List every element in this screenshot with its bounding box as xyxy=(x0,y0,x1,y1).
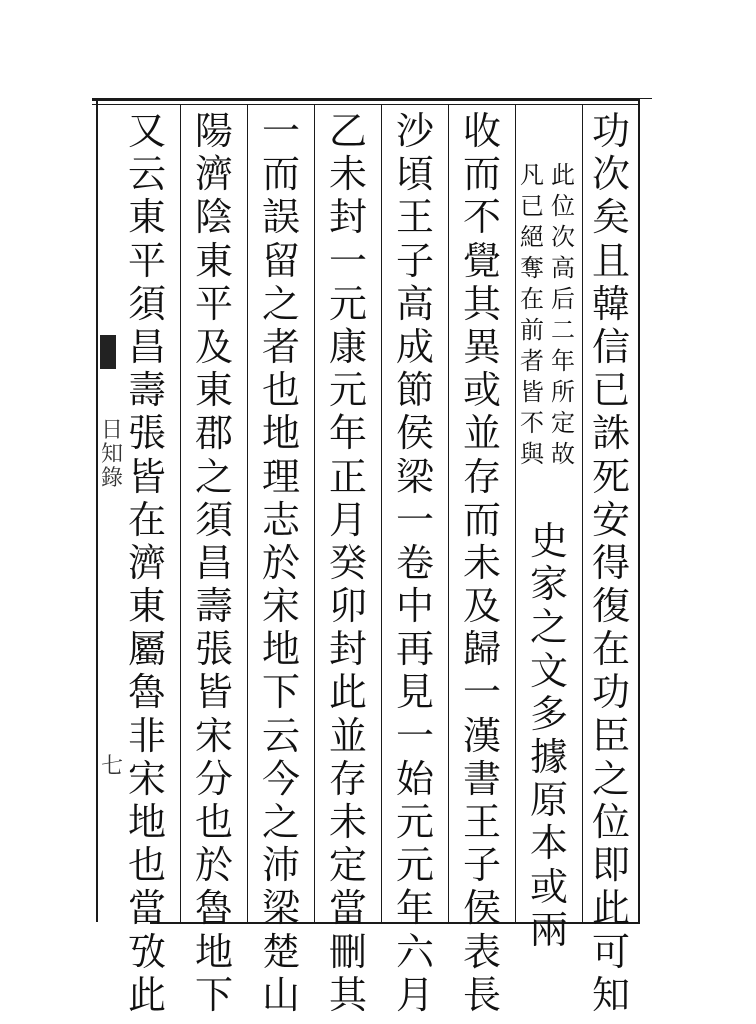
text-character: 宋 xyxy=(127,756,166,801)
text-character: 元 xyxy=(395,843,434,888)
text-character: 濟 xyxy=(127,540,166,585)
annotation-character: 凡 xyxy=(520,161,544,189)
text-character: 得 xyxy=(591,540,630,585)
text-character: 信 xyxy=(591,324,630,369)
text-character: 六 xyxy=(395,929,434,974)
annotation-character: 絕 xyxy=(520,223,544,251)
text-character: 癸 xyxy=(328,540,367,585)
text-character: 再 xyxy=(395,627,434,672)
top-border-rule xyxy=(92,98,640,101)
text-character: 王 xyxy=(395,195,434,240)
text-character: 一 xyxy=(328,238,367,283)
text-character: 本 xyxy=(529,821,568,866)
text-character: 平 xyxy=(127,238,166,283)
text-character: 定 xyxy=(328,843,367,888)
text-character: 當 xyxy=(127,886,166,931)
text-character: 節 xyxy=(395,368,434,413)
text-character: 及 xyxy=(194,324,233,369)
annotation-character: 年 xyxy=(551,347,575,375)
margin-divider-rule xyxy=(96,100,98,922)
text-character: 誅 xyxy=(591,411,630,456)
annotation-character: 不 xyxy=(520,409,544,437)
text-character: 之 xyxy=(529,605,568,650)
text-character: 年 xyxy=(328,411,367,456)
text-character: 地 xyxy=(261,627,300,672)
text-character: 志 xyxy=(261,497,300,542)
text-character: 年 xyxy=(395,886,434,931)
text-character: 也 xyxy=(127,843,166,888)
text-character: 今 xyxy=(261,756,300,801)
text-character: 梁 xyxy=(261,886,300,931)
margin-character: 錄 xyxy=(100,466,123,491)
text-character: 皆 xyxy=(127,454,166,499)
text-character: 卯 xyxy=(328,584,367,629)
text-character: 歸 xyxy=(462,627,501,672)
text-character: 未 xyxy=(328,800,367,844)
text-character: 元 xyxy=(328,368,367,413)
annotation-character: 者 xyxy=(520,347,544,375)
text-character: 高 xyxy=(395,281,434,326)
text-character: 須 xyxy=(127,281,166,326)
text-character: 魯 xyxy=(127,670,166,715)
text-character: 未 xyxy=(462,540,501,585)
text-character: 長 xyxy=(462,972,501,1017)
text-character: 須 xyxy=(194,497,233,542)
text-character: 且 xyxy=(591,238,630,283)
text-character: 月 xyxy=(395,972,434,1017)
text-character: 者 xyxy=(261,324,300,369)
text-character: 魯 xyxy=(194,886,233,931)
text-character: 陰 xyxy=(194,195,233,240)
text-character: 楚 xyxy=(261,929,300,974)
text-column-7 xyxy=(182,109,246,1019)
text-character: 史 xyxy=(529,519,568,563)
text-character: 之 xyxy=(194,454,233,499)
margin-character: 七 xyxy=(100,754,123,779)
text-character: 功 xyxy=(591,109,630,153)
text-character: 也 xyxy=(194,800,233,844)
text-character: 刪 xyxy=(328,929,367,974)
margin-character: 日 xyxy=(100,418,123,443)
text-character: 宋 xyxy=(194,713,233,758)
text-character: 並 xyxy=(462,411,501,456)
text-character: 次 xyxy=(591,152,630,197)
text-character: 平 xyxy=(194,281,233,326)
text-character: 之 xyxy=(591,756,630,801)
text-character: 壽 xyxy=(194,584,233,629)
column-divider xyxy=(381,104,382,922)
text-character: 見 xyxy=(395,670,434,715)
annotation-character: 次 xyxy=(551,223,575,251)
text-character: 此 xyxy=(591,886,630,931)
text-character: 子 xyxy=(462,843,501,888)
text-character: 留 xyxy=(261,238,300,283)
text-character: 元 xyxy=(395,800,434,844)
text-character: 元 xyxy=(328,281,367,326)
text-character: 中 xyxy=(395,584,434,629)
annotation-character: 皆 xyxy=(520,378,544,406)
annotation-character: 所 xyxy=(551,378,575,406)
column-divider xyxy=(180,104,181,922)
text-character: 存 xyxy=(462,454,501,499)
text-character: 文 xyxy=(529,648,568,693)
text-character: 之 xyxy=(261,281,300,326)
text-character: 山 xyxy=(261,972,300,1017)
text-character: 昌 xyxy=(194,540,233,585)
text-character: 侯 xyxy=(395,411,434,456)
text-character: 東 xyxy=(127,584,166,629)
text-character: 其 xyxy=(328,972,367,1017)
text-character: 異 xyxy=(462,324,501,369)
text-character: 據 xyxy=(529,734,568,779)
text-character: 又 xyxy=(127,109,166,153)
text-character: 皆 xyxy=(194,670,233,715)
text-character: 之 xyxy=(261,800,300,844)
text-character: 梁 xyxy=(395,454,434,499)
text-character: 於 xyxy=(261,540,300,585)
annotation-character: 在 xyxy=(520,285,544,313)
text-character: 陽 xyxy=(194,109,233,153)
text-character: 即 xyxy=(591,843,630,888)
text-character: 非 xyxy=(127,713,166,758)
text-character: 未 xyxy=(328,152,367,197)
text-character: 云 xyxy=(261,713,300,758)
text-character: 封 xyxy=(328,195,367,240)
annotation-character: 二 xyxy=(551,316,575,344)
text-character: 而 xyxy=(462,497,501,542)
text-character: 原 xyxy=(529,778,568,823)
text-character: 乙 xyxy=(328,109,367,153)
text-character: 其 xyxy=(462,281,501,326)
text-character: 復 xyxy=(591,584,630,629)
text-character: 沛 xyxy=(261,843,300,888)
text-character: 知 xyxy=(591,972,630,1017)
text-character: 誤 xyxy=(261,195,300,240)
text-character: 一 xyxy=(395,497,434,542)
text-character: 家 xyxy=(529,562,568,607)
text-character: 或 xyxy=(529,864,568,909)
annotation-character: 高 xyxy=(551,254,575,282)
text-character: 侯 xyxy=(462,886,501,931)
text-character: 多 xyxy=(529,691,568,736)
text-character: 或 xyxy=(462,368,501,413)
text-character: 一 xyxy=(395,713,434,758)
text-character: 成 xyxy=(395,324,434,369)
text-column-2-continuation xyxy=(517,519,581,954)
column-divider xyxy=(448,104,449,922)
text-column-8 xyxy=(115,109,179,1019)
annotation-character: 前 xyxy=(520,316,544,344)
text-character: 月 xyxy=(328,497,367,542)
text-column-4 xyxy=(383,109,447,1019)
text-character: 康 xyxy=(328,324,367,369)
text-character: 及 xyxy=(462,584,501,629)
text-character: 不 xyxy=(462,195,501,240)
text-character: 下 xyxy=(261,670,300,715)
text-character: 存 xyxy=(328,756,367,801)
text-character: 云 xyxy=(127,152,166,197)
text-character: 始 xyxy=(395,756,434,801)
text-character: 地 xyxy=(194,929,233,974)
column-divider xyxy=(247,104,248,922)
text-character: 而 xyxy=(261,152,300,197)
text-character: 書 xyxy=(462,756,501,801)
column-divider xyxy=(515,104,516,922)
text-character: 在 xyxy=(591,627,630,672)
text-character: 在 xyxy=(127,497,166,542)
text-character: 並 xyxy=(328,713,367,758)
right-border-rule xyxy=(638,98,640,924)
annotation-character: 故 xyxy=(551,440,575,468)
text-character: 正 xyxy=(328,454,367,499)
text-character: 沙 xyxy=(395,109,434,153)
text-character: 臣 xyxy=(591,713,630,758)
text-character: 東 xyxy=(127,195,166,240)
annotation-character: 位 xyxy=(551,192,575,220)
text-character: 一 xyxy=(462,670,501,715)
text-character: 張 xyxy=(194,627,233,672)
annotation-character: 此 xyxy=(551,161,575,189)
text-column-6 xyxy=(249,109,313,1019)
text-character: 收 xyxy=(462,109,501,153)
text-character: 死 xyxy=(591,454,630,499)
text-character: 可 xyxy=(591,929,630,974)
text-character: 頃 xyxy=(395,152,434,197)
annotation-character: 奪 xyxy=(520,254,544,282)
text-character: 張 xyxy=(127,411,166,456)
text-character: 當 xyxy=(328,886,367,931)
text-character: 屬 xyxy=(127,627,166,672)
text-character: 矣 xyxy=(591,195,630,240)
annotation-character: 與 xyxy=(520,440,544,468)
text-character: 一 xyxy=(261,109,300,153)
text-character: 位 xyxy=(591,800,630,844)
fishtail-mark xyxy=(100,335,116,369)
text-character: 宋 xyxy=(261,584,300,629)
annotation-character: 已 xyxy=(520,192,544,220)
text-character: 東 xyxy=(194,368,233,413)
text-character: 表 xyxy=(462,929,501,974)
text-character: 壽 xyxy=(127,368,166,413)
text-character: 地 xyxy=(127,800,166,844)
text-character: 東 xyxy=(194,238,233,283)
text-character: 已 xyxy=(591,368,630,413)
text-character: 理 xyxy=(261,454,300,499)
text-character: 安 xyxy=(591,497,630,542)
text-character: 也 xyxy=(261,368,300,413)
annotation-column-1 xyxy=(545,163,581,473)
column-divider xyxy=(582,104,583,922)
text-character: 地 xyxy=(261,411,300,456)
text-character: 而 xyxy=(462,152,501,197)
text-character: 卷 xyxy=(395,540,434,585)
annotation-column-2 xyxy=(517,163,547,473)
text-character: 兩 xyxy=(529,907,568,952)
corner-tick xyxy=(638,98,652,99)
text-character: 郡 xyxy=(194,411,233,456)
text-character: 昌 xyxy=(127,324,166,369)
text-character: 下 xyxy=(194,972,233,1017)
annotation-character: 后 xyxy=(551,285,575,313)
text-character: 分 xyxy=(194,756,233,801)
text-character: 此 xyxy=(328,670,367,715)
top-border-rule-inner xyxy=(92,104,640,105)
text-character: 子 xyxy=(395,238,434,283)
text-character: 此 xyxy=(127,972,166,1017)
column-divider xyxy=(314,104,315,922)
text-character: 封 xyxy=(328,627,367,672)
text-character: 攷 xyxy=(127,929,166,974)
text-character: 濟 xyxy=(194,152,233,197)
margin-character: 知 xyxy=(100,442,123,467)
text-column-5 xyxy=(316,109,380,1019)
text-character: 覺 xyxy=(462,238,501,283)
text-character: 於 xyxy=(194,843,233,888)
annotation-character: 定 xyxy=(551,409,575,437)
text-column-1 xyxy=(584,109,638,1019)
text-character: 漢 xyxy=(462,713,501,758)
text-character: 功 xyxy=(591,670,630,715)
text-column-3 xyxy=(450,109,514,1019)
text-character: 王 xyxy=(462,800,501,844)
text-character: 韓 xyxy=(591,281,630,326)
